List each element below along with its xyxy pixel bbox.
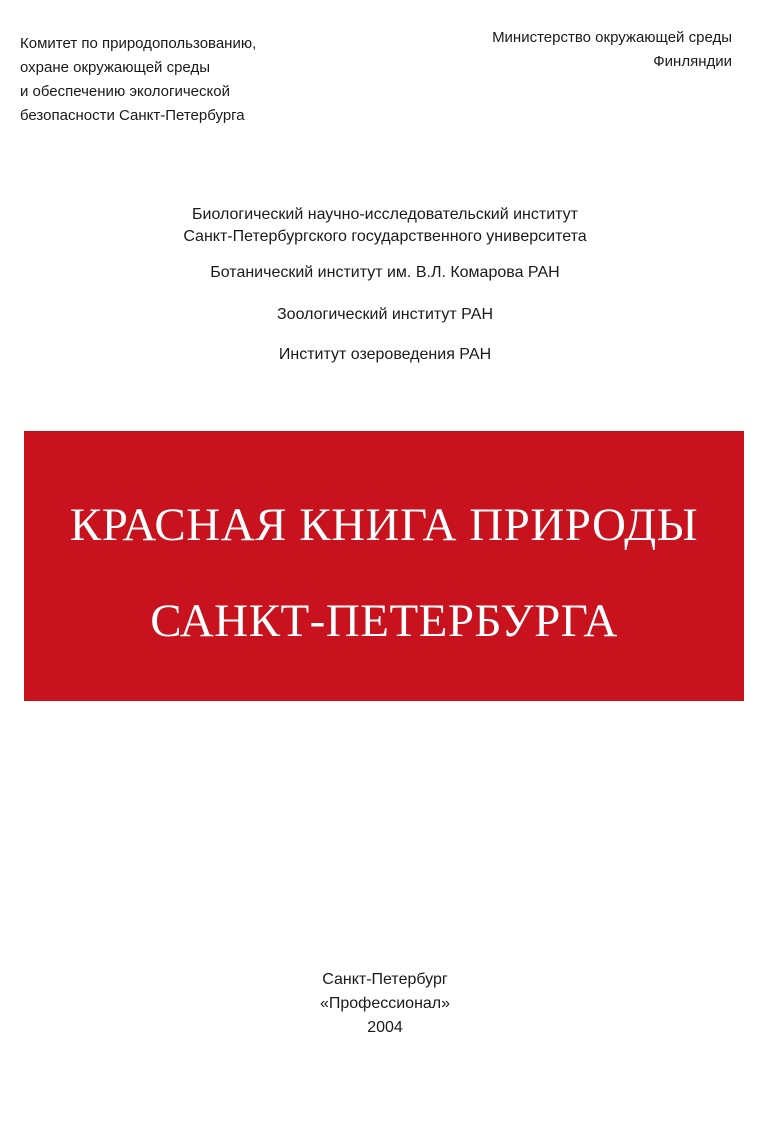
committee-line: и обеспечению экологической bbox=[20, 83, 230, 100]
book-title-line1: КРАСНАЯ КНИГА ПРИРОДЫ bbox=[69, 499, 699, 551]
botanical-institute-text: Ботанический институт им. В.Л. Комарова РАН bbox=[210, 264, 560, 281]
imprint-city: Санкт-Петербург bbox=[322, 971, 448, 988]
imprint-year: 2004 bbox=[367, 1019, 403, 1036]
zoological-institute bbox=[0, 306, 770, 324]
ministry-name bbox=[492, 26, 732, 74]
biological-institute bbox=[0, 204, 770, 248]
imprint-publisher: «Профессионал» bbox=[319, 995, 451, 1012]
limnology-institute-text: Институт озероведения РАН bbox=[278, 346, 492, 363]
committee-name bbox=[20, 32, 256, 128]
committee-line: Комитет по природопользованию, bbox=[20, 35, 257, 52]
biological-institute-line1: Биологический научно-исследовательский институт bbox=[192, 206, 578, 223]
ministry-line: Министерство окружающей среды bbox=[492, 29, 732, 46]
biological-institute-line2: Санкт-Петербургского государственного университета bbox=[183, 228, 587, 245]
botanical-institute bbox=[0, 264, 770, 282]
limnology-institute bbox=[0, 346, 770, 364]
committee-line: безопасности Санкт-Петербурга bbox=[20, 107, 245, 124]
title-banner bbox=[24, 431, 744, 701]
zoological-institute-text: Зоологический институт РАН bbox=[277, 306, 493, 323]
book-title-line2: САНКТ-ПЕТЕРБУРГА bbox=[150, 595, 618, 647]
committee-line: охране окружающей среды bbox=[20, 59, 210, 76]
ministry-line: Финляндии bbox=[653, 53, 732, 70]
imprint bbox=[0, 968, 770, 1040]
